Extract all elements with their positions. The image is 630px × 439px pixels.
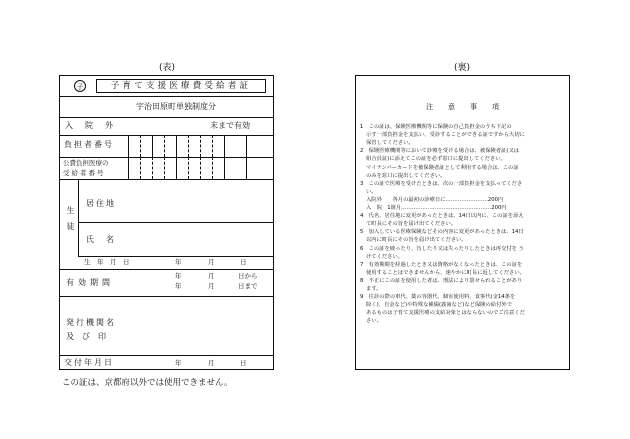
- label-yuko-kikan: 有効期間: [66, 278, 114, 287]
- notes-heading: 注 意 事 項: [426, 103, 503, 111]
- back-card: [355, 75, 570, 370]
- birth-month-unit: 月: [208, 258, 215, 266]
- birth-day-unit: 日: [240, 258, 247, 266]
- note-line: 1 この証は、保険医療機関等に保険の自己負担金のうち下記の: [360, 124, 512, 130]
- label-hakko-2: 及 び 印: [66, 332, 106, 341]
- note-line: 6 この証を破ったり、汚したり又は失ったりしたときは再交付を う: [360, 245, 524, 252]
- issue-day-unit: 日: [240, 359, 247, 367]
- label-nyuin: 入 院 外: [65, 121, 115, 130]
- label-seinengappi: 生 年 月 日: [84, 258, 130, 266]
- issue-month-unit: 月: [208, 359, 215, 367]
- note-line: 4 氏名、居住地に変更があったときは、14日以内に、この証を添え: [360, 213, 524, 220]
- note-line: 除く)、自金など)や特殊な補綴(義歯など)など保険の給付外で: [366, 302, 512, 309]
- note-line: さい。: [366, 318, 382, 325]
- note-line: 8 不正にこの証を使用した者は、刑法により罰せられることがあり: [360, 277, 523, 284]
- label-seito: 生 徒: [66, 206, 75, 230]
- issue-year-unit: 年: [175, 359, 182, 367]
- note-line: 入院外 各月の最初の診療日に……………………200円: [366, 196, 504, 203]
- label-kouhi-2: 受給者番号: [63, 169, 106, 177]
- note-line: 組合員証)に添えてこの証を必ず窓口に提出してください。: [366, 156, 506, 163]
- note-line: 7 有効期間を経過したとき又は資格がなくなったときは、この証を: [360, 261, 523, 268]
- front-side-label: (表): [158, 63, 176, 73]
- label-kofu: 交付年月日: [64, 358, 114, 367]
- valid-from-suffix: 日から: [238, 272, 258, 280]
- note-line: のみを窓口に提出してください。: [366, 172, 446, 179]
- valid-from-month: 月: [208, 272, 215, 280]
- note-line: 9 往診の際の車代、薬の容器代、個室使用料、食事代(金14条を: [360, 294, 516, 301]
- note-line: あるものは子育て支援医療の支給対象とはならないのでご注意くだ: [366, 310, 525, 317]
- nyuin-validity: 末まで有効: [210, 121, 250, 130]
- note-line: 2 保険医療機関等において診療を受ける場合は、被保険者証(又は: [360, 148, 520, 155]
- note-line: い。: [366, 188, 377, 195]
- note-line: 5 加入している医療保険などその内容に変更があったときは、14日: [360, 229, 524, 236]
- label-hakko-1: 発行機関名: [66, 318, 116, 327]
- note-line: けてください。: [366, 253, 404, 260]
- label-futansha-bango: 負担者番号: [64, 140, 114, 149]
- label-kouhi-1: 公費負担医療の: [63, 159, 109, 167]
- valid-to-year: 年: [175, 282, 182, 290]
- card-subtitle: 宇治田原町単独制度分: [136, 102, 216, 111]
- valid-to-month: 月: [208, 282, 215, 290]
- note-line: マイナンバーカードを被保険者証として利用する場合は、この証: [366, 164, 519, 171]
- note-line: 示す一部負担金を支払い、受診することができる証ですから大切に: [366, 132, 525, 139]
- note-line: て町長にその旨を届け出てください。: [366, 221, 457, 228]
- label-jusho: 居住地: [86, 199, 116, 208]
- card-title: 子育て支援医療費受給者証: [96, 79, 266, 93]
- child-mark-icon: 子: [74, 80, 86, 92]
- usage-restriction-note: この証は、京都府以外では使用できません。: [62, 378, 233, 388]
- note-line: 保管してください。: [366, 140, 414, 147]
- front-card: [59, 75, 274, 370]
- label-shimei: 氏 名: [86, 235, 116, 244]
- valid-from-year: 年: [175, 272, 182, 280]
- note-line: ます。: [366, 286, 382, 292]
- back-side-label: (裏): [453, 63, 471, 73]
- valid-to-suffix: 日まで: [238, 282, 258, 290]
- note-line: 入 院 1箇月……………………………………………200円: [366, 205, 507, 211]
- note-line: 3 この証で医療を受けたときは、次の一部負担金を支払ってくださ: [360, 180, 523, 187]
- note-line: 使用することはできませんから、速やかに町長に返してください。: [366, 269, 525, 276]
- note-line: 以内に町長にその旨を届け出てください。: [366, 237, 467, 244]
- birth-year-unit: 年: [175, 258, 182, 266]
